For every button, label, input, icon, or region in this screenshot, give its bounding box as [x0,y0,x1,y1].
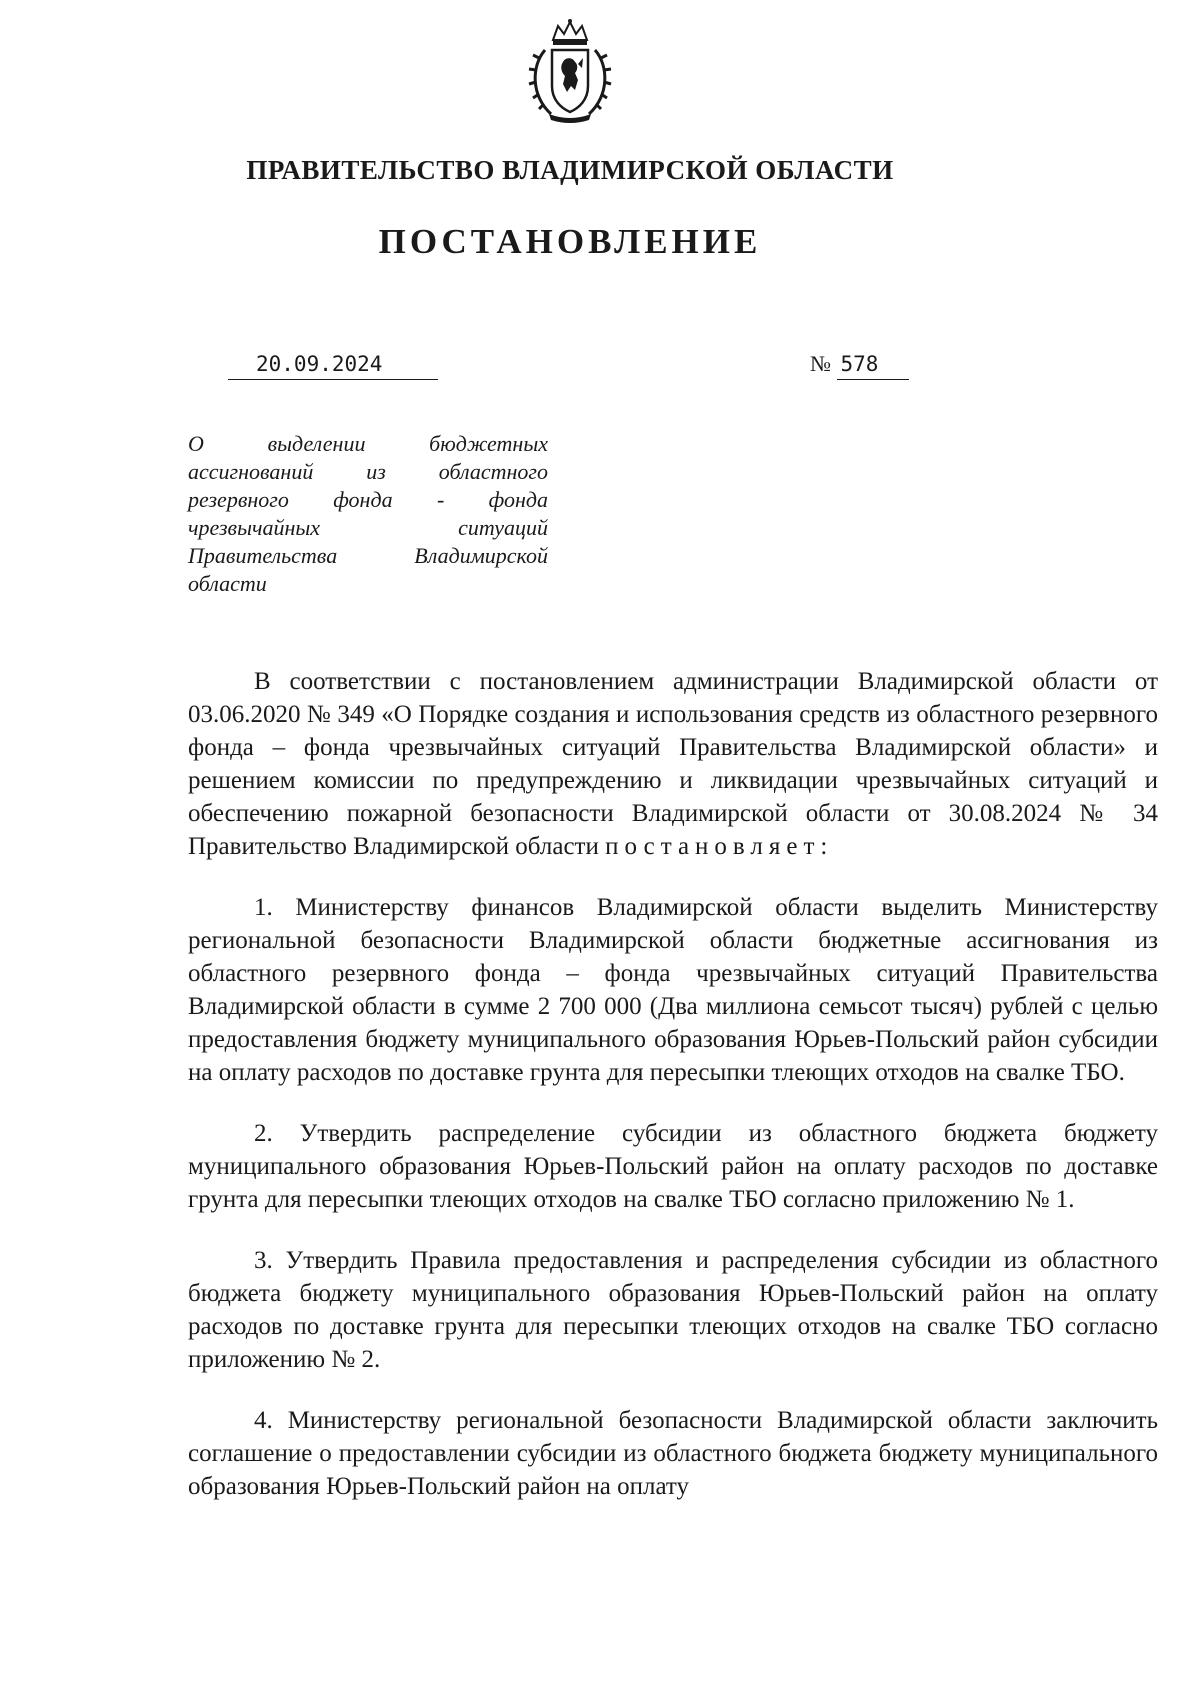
number-sign: № [810,351,831,376]
document-body [188,665,1158,1531]
document-type-title: ПОСТАНОВЛЕНИЕ [378,222,762,261]
document-number: 578 [837,349,909,380]
document-number-block [810,349,909,380]
coat-of-arms-icon [525,18,615,128]
item-2-paragraph: 2. Утвердить распределение субсидии из областного бюджета бюджету муниципального образования Юрьев-Польский район на оплату расходов по доставке грунта для пересыпки тлеющих отходов на свалке ТБО согласно приложению № 1. [188,1120,1158,1213]
resolves-word: постановляет: [605,833,834,860]
preamble-text: В соответствии с постановлением администрации Владимирской области от 03.06.2020 № 349 «О Порядке создания и использования средств из областного резервного фонда – фонда чрезвычайных ситуаций Правительства Владимирской области» и решением комиссии по предупреждению и ликвидации чрезвычайных ситуаций и обеспечению пожарной безопасности Владимирской области от 30.08.2024 № 34 Правительство Владимирской области [188,668,1158,860]
preamble-paragraph [188,665,1158,863]
item-3-paragraph: 3. Утвердить Правила предоставления и распределения субсидии из областного бюджета бюджету муниципального образования Юрьев-Польский район на оплату расходов по доставке грунта для пересыпки тлеющих отходов на свалке ТБО согласно приложению № 2. [188,1247,1158,1373]
document-subject: О выделении бюджетных ассигнований из областного резервного фонда - фонда чрезвычайных ситуаций Правительства Владимирской области [188,431,548,596]
document-date: 20.09.2024 [228,349,438,380]
item-4-paragraph: 4. Министерству региональной безопасности Владимирской области заключить соглашение о предоставлении субсидии из областного бюджета бюджету муниципального образования Юрьев-Польский район на оплату [188,1407,1158,1500]
item-1-paragraph: 1. Министерству финансов Владимирской области выделить Министерству региональной безопасности Владимирской области бюджетные ассигнования из областного резервного фонда – фонда чрезвычайных ситуаций Правительства Владимирской области в сумме 2 700 000 (Два миллиона семьсот тысяч) рублей с целью предоставления бюджету муниципального образования Юрьев-Польский район субсидии на оплату расходов по доставке грунта для пересыпки тлеющих отходов на свалке ТБО. [188,894,1158,1086]
organization-name: ПРАВИТЕЛЬСТВО ВЛАДИМИРСКОЙ ОБЛАСТИ [246,155,894,185]
